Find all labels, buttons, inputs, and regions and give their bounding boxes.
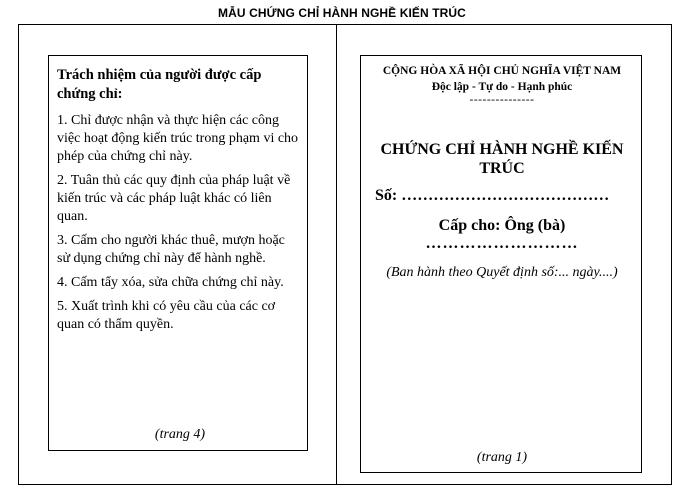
responsibility-item: 1. Chỉ được nhận và thực hiện các công việc hoạt động kiến trúc trong phạm vi cho phép của chứng chỉ này. <box>57 113 299 164</box>
left-page-box <box>48 55 308 451</box>
decision-reference: (Ban hành theo Quyết định số:... ngày....) <box>386 265 618 280</box>
issued-to-blank: ……………………… <box>425 235 579 252</box>
responsibility-item: 2. Tuân thủ các quy định của pháp luật về kiến trúc và các pháp luật khác có liên quan. <box>57 173 291 224</box>
page-number-4: (trang 4) <box>154 427 206 442</box>
page-number-1: (trang 1) <box>476 450 528 465</box>
national-motto: Độc lập - Tự do - Hạnh phúc <box>431 81 573 93</box>
responsibilities-heading: Trách nhiệm của người được cấp chứng chỉ: <box>57 67 262 102</box>
page-title: MẪU CHỨNG CHỈ HÀNH NGHỀ KIẾN TRÚC <box>218 6 466 20</box>
certificate-cover <box>361 64 643 281</box>
separator-line: --------------- <box>469 94 535 106</box>
issued-to-label: Cấp cho: Ông (bà) <box>438 217 566 234</box>
responsibility-item: 3. Cấm cho người khác thuê, mượn hoặc sử dụng chứng chỉ này để hành nghề. <box>57 233 285 266</box>
responsibility-item: 4. Cấm tẩy xóa, sửa chữa chứng chỉ này. <box>57 275 284 290</box>
responsibilities-section <box>57 66 301 340</box>
responsibility-item: 5. Xuất trình khi có yêu cầu của các cơ quan có thẩm quyền. <box>57 299 276 332</box>
national-name: CỘNG HÒA XÃ HỘI CHỦ NGHĨA VIỆT NAM <box>382 65 622 77</box>
right-page-box <box>360 55 642 473</box>
certificate-number: Số: ………………………………… <box>375 187 610 204</box>
certificate-title: CHỨNG CHỈ HÀNH NGHỀ KIẾN TRÚC <box>380 141 624 177</box>
center-divider <box>336 24 337 485</box>
